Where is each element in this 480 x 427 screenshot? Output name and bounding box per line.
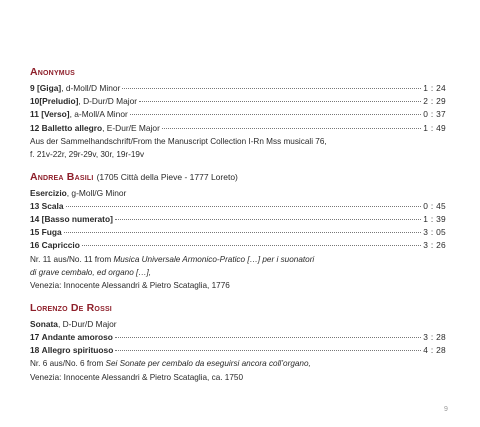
track-duration: 3 : 26 <box>423 240 446 251</box>
leader-dots <box>66 206 422 207</box>
track-duration: 1 : 24 <box>423 83 446 93</box>
track-duration: 3 : 28 <box>423 332 446 343</box>
track-title: Scala <box>41 200 64 211</box>
track-duration: 1 : 49 <box>423 122 446 133</box>
source-note: di grave cembalo, ed organo […], <box>30 268 152 278</box>
track-number: 14 <box>30 214 40 225</box>
track-number: 11 <box>30 109 39 120</box>
track-title: Balletto allegro <box>41 122 103 133</box>
track-title: [Verso] <box>41 109 70 120</box>
leader-dots <box>139 101 421 102</box>
composer-name: Anonymus <box>30 66 75 78</box>
track-duration: 2 : 29 <box>423 96 446 107</box>
track-number: 15 <box>30 227 40 238</box>
track-key: , E-Dur/E Major <box>102 122 160 133</box>
track-number: 18 <box>30 345 40 356</box>
track-number: 13 <box>30 200 40 211</box>
work-title: Sonata, D-Dur/D Major <box>30 318 117 329</box>
leader-dots <box>64 232 422 233</box>
track-title: Fuga <box>41 227 62 238</box>
section-anonymus <box>30 66 446 162</box>
work-title: Esercizio, g-Moll/G Minor <box>30 187 127 198</box>
track-row <box>30 108 446 121</box>
track-title: Capriccio <box>41 240 80 251</box>
track-duration: 1 : 39 <box>423 214 446 225</box>
track-key: , d-Moll/D Minor <box>61 83 121 93</box>
track-row <box>30 239 446 252</box>
source-note: Venezia: Innocente Alessandri & Pietro Scataglia, 1776 <box>30 281 230 291</box>
track-number: 9 <box>30 83 35 93</box>
track-key: , a-Moll/A Minor <box>69 109 128 120</box>
leader-dots <box>115 219 421 220</box>
track-row <box>30 122 446 135</box>
track-number: 10 <box>30 96 40 107</box>
source-note: Aus der Sammelhandschrift/From the Manuscript Collection I-Rn Mss musicali 76, <box>30 136 327 146</box>
composer-name: Lorenzo De Rossi <box>30 301 112 314</box>
source-note: Venezia: Innocente Alessandri & Pietro Scataglia, ca. 1750 <box>30 372 244 382</box>
track-key: , D-Dur/D Major <box>78 96 138 107</box>
track-row <box>30 344 446 357</box>
source-note: f. 21v-22r, 29r-29v, 30r, 19r-19v <box>30 150 145 160</box>
track-row <box>30 331 446 344</box>
track-row <box>30 82 446 95</box>
leader-dots <box>130 114 421 115</box>
leader-dots <box>115 337 421 338</box>
composer-dates: (1705 Città della Pieve - 1777 Loreto) <box>96 171 238 182</box>
leader-dots <box>115 350 421 351</box>
track-number: 12 <box>30 122 40 133</box>
tracklist <box>30 66 446 393</box>
section-de-rossi <box>30 302 446 384</box>
source-note: Nr. 6 aus/No. 6 from Sei Sonate per cembalo da eseguirsi ancora coll’organo, <box>30 359 311 369</box>
track-number: 16 <box>30 240 40 251</box>
track-row <box>30 226 446 239</box>
page-number: 9 <box>444 406 448 413</box>
track-title: [Preludio] <box>39 96 79 107</box>
track-title: [Basso numerato] <box>41 214 113 225</box>
track-title: [Giga] <box>37 83 62 93</box>
section-basili <box>30 171 446 293</box>
leader-dots <box>82 245 421 246</box>
track-duration: 3 : 05 <box>423 227 446 238</box>
track-title: Andante amoroso <box>41 332 113 343</box>
leader-dots <box>162 128 421 129</box>
track-title: Allegro spirituoso <box>41 345 114 356</box>
track-row <box>30 95 446 108</box>
track-number: 17 <box>30 332 40 343</box>
track-duration: 0 : 45 <box>423 200 446 211</box>
leader-dots <box>122 88 421 89</box>
track-row <box>30 213 446 226</box>
source-note: Nr. 11 aus/No. 11 from Musica Universale Armonico-Pratico […] per i suonatori <box>30 254 315 264</box>
track-row <box>30 200 446 213</box>
track-duration: 0 : 37 <box>423 109 446 120</box>
composer-name: Andrea Basili (1705 Città della Pieve - 1777 Loreto) <box>30 170 238 183</box>
track-duration: 4 : 28 <box>423 345 446 356</box>
